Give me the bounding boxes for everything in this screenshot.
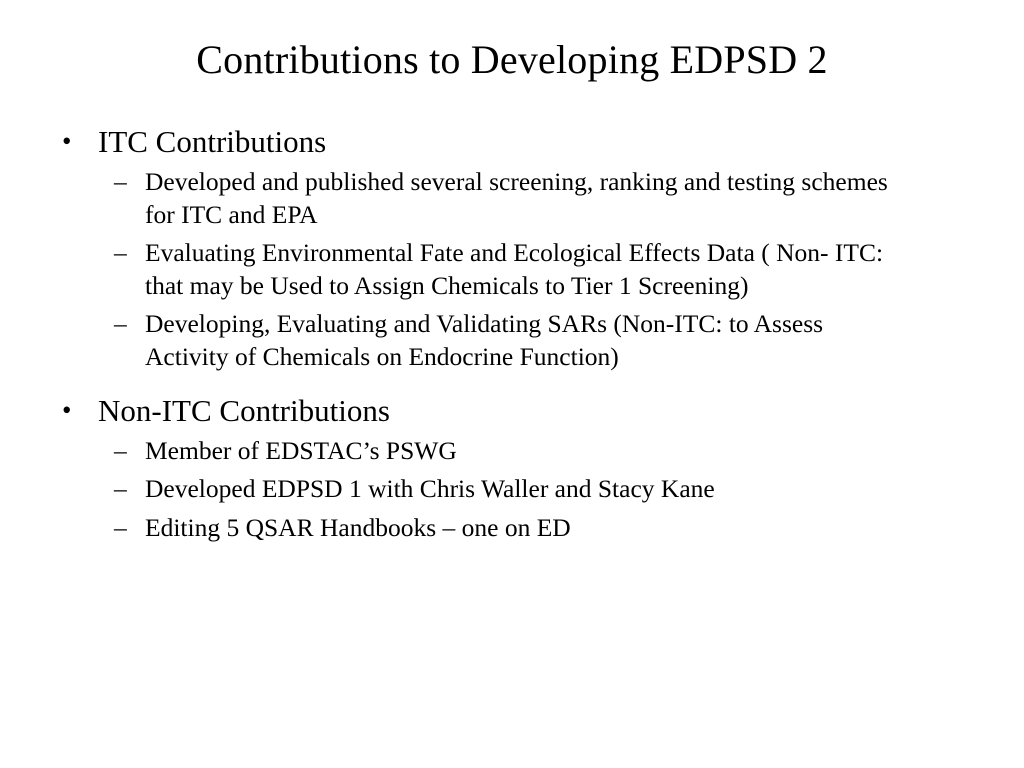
dash-bullet-icon: – xyxy=(114,435,127,465)
dash-bullet-icon: – xyxy=(114,309,127,339)
section-heading: ITC Contributions xyxy=(98,124,327,159)
list-item xyxy=(114,435,904,468)
list-item xyxy=(114,237,904,302)
list-item-text: Editing 5 QSAR Handbooks – one on ED xyxy=(145,512,571,542)
dash-bullet-icon: – xyxy=(114,238,127,268)
list-item xyxy=(114,473,904,506)
bullet-icon: • xyxy=(62,126,72,156)
list-item xyxy=(62,393,984,429)
list-item xyxy=(62,124,984,160)
dash-bullet-icon: – xyxy=(114,166,127,196)
section-heading: Non-ITC Contributions xyxy=(98,392,390,428)
dash-bullet-icon: – xyxy=(114,474,127,504)
list-item-text: Member of EDSTAC’s PSWG xyxy=(145,435,457,465)
list-item-text: Evaluating Environmental Fate and Ecological Effects Data ( Non- ITC: that may be Used to Assign Chemicals to Tier 1 Screening) xyxy=(145,238,884,300)
list-item-text: Developing, Evaluating and Validating SARs (Non-ITC: to Assess Activity of Chemicals on Endocrine Function) xyxy=(145,309,824,372)
list-item xyxy=(114,512,904,545)
page-title: Contributions to Developing EDPSD 2 xyxy=(196,37,828,82)
list-item-text: Developed EDPSD 1 with Chris Waller and Stacy Kane xyxy=(145,474,715,504)
section-spacer xyxy=(62,380,984,393)
bullet-icon: • xyxy=(62,394,72,425)
dash-bullet-icon: – xyxy=(114,512,127,542)
list-item-text: Developed and published several screening, ranking and testing schemes for ITC and EPA xyxy=(145,166,888,229)
list-item xyxy=(114,308,904,373)
slide-body xyxy=(0,124,1024,545)
list-item xyxy=(114,166,904,231)
